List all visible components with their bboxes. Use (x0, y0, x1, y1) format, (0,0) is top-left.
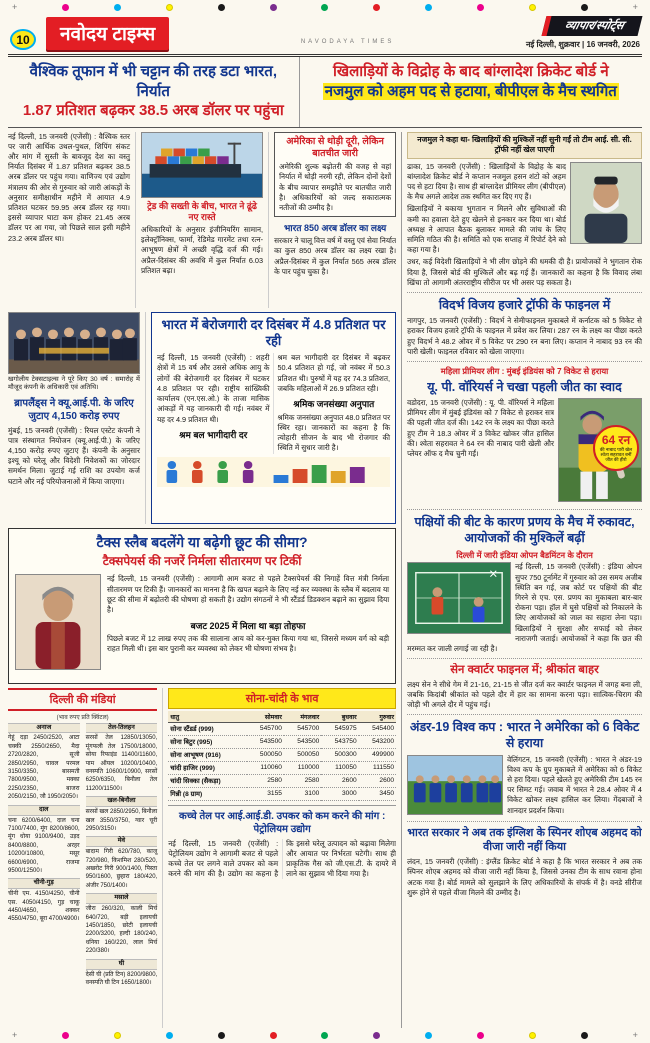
worker-ratio-subhead: श्रमिक जनसंख्या अनुपात (293, 399, 375, 410)
bangladesh-body-1: ढाका, 15 जनवरी (एजेंसी) : खिलाड़ियों के विद्रोह के बाद बांग्लादेश क्रिकेट बोर्ड ने कप्तान नजमुल हसन शंटो को अहम पद से हटा दिया है। साथ ही बांग्लादेश प्रीमियर लीग (बीपीएल) के मैच अगले आदेश तक स्थगित कर दिए गए हैं। (407, 161, 566, 202)
gold-silver-column (168, 688, 396, 1029)
tax-headline-line2: टैक्सपेयर्स की नजरें निर्मला सीतारमण पर टिकीं (102, 554, 302, 569)
registration-dot-icon (114, 1032, 121, 1039)
visa-article (407, 826, 642, 902)
registration-dot-icon (477, 1032, 484, 1039)
export-subheadline: ट्रेड की सख्ती के बीच, भारत ने ढूंढे नए रास्ते (147, 200, 257, 222)
wpl-article (407, 366, 642, 510)
mandi-note: (भाव रुपए प्रति क्विंटल) (56, 714, 109, 721)
sports-lead-headline (300, 57, 642, 127)
export-article-col2 (135, 132, 263, 308)
cargo-ship-illustration (142, 133, 262, 197)
wpl-body: वडोदरा, 15 जनवरी (एजेंसी) : यू. पी. वॉरियर्स ने महिला प्रीमियर लीग में मुंबई इंडियंस को 7 विकेट से हराकर सत्र की पहली जीत दर्ज की। 142 रन के लक्ष्य का पीछा करते हुए टीम ने 18.3 ओवर में 3 विकेट खोकर जीत हासिल की। श्वेता सहरावत ने 64 रन की नाबाद पारी खेली और प्लेयर ऑफ द मैच चुनी गईं। (407, 398, 554, 459)
visa-body: लंदन, 15 जनवरी (एजेंसी) : इंग्लैंड क्रिकेट बोर्ड ने कहा है कि भारत सरकार ने अब तक स्पिनर शोएब अहमद को वीजा जारी नहीं किया है, जिससे उनका टीम के साथ रवाना होना अटक गया है। बोर्ड मामले को सुलझाने के लिए अधिकारियों के संपर्क में है। वनडे सीरीज शुरू होने से पहले वीजा मिलने की उम्मीद है। (407, 857, 642, 897)
registration-dot-icon (114, 4, 121, 11)
export-target-subhead: भारत 850 अरब डॉलर का लक्ष्य (283, 223, 387, 234)
wpl-kicker: महिला प्रीमियर लीग : मुंबई इंडियंस को 7 विकेट से हराया (440, 366, 609, 377)
registration-dot-icon (373, 1032, 380, 1039)
sen-article (407, 663, 642, 715)
america-talks-box (274, 132, 396, 218)
america-talks-headline: अमेरिका से थोड़ी दूरी, लेकिन बातचीत जारी (286, 135, 384, 159)
sports-headline-line2: नजमुल को अहम पद से हटाया, बीपीएल के मैच स्थगित (324, 82, 617, 100)
mandi-section-heading: अनाज (8, 723, 80, 734)
table-row: सोना बिटुर (995) 543500 543500 543750 543200 (168, 735, 396, 748)
registration-dot-icon (166, 4, 173, 11)
labour-participation-subhead: श्रम बल भागीदारी दर (179, 429, 248, 440)
lead-headlines-row (8, 57, 642, 128)
mandi-section-prices: चना 6200/6400, दाल चना 7100/7400, मूंग 8200/8600, मूंग धोया 9100/9400, उड़द 8400/8800, अरहर 10200/10800, मसूर 6600/6900, राजमा 9500/12500। (8, 817, 80, 874)
wpl-headline: यू. पी. वॉरियर्स ने चखा पहली जीत का स्वाद (427, 379, 622, 394)
mandi-section-sugar (8, 878, 80, 924)
export-article-col1: नई दिल्ली, 15 जनवरी (एजेंसी) : वैश्विक स्तर पर जारी आर्थिक उथल-पुथल, शिपिंग संकट और मांग में सुस्ती के बावजूद देश का वस्तु निर्यात दिसंबर में 1.87 प्रतिशत बढ़कर 38.5 अरब डॉलर पर पहुंच गया। वाणिज्य एवं उद्योग मंत्रालय की ओर से गुरुवार को जारी आंकड़ों के अनुसार समीक्षाधीन महीने में आयात 4.9 प्रतिशत घटकर 59.95 अरब डॉलर रह गया। इससे व्यापार घाटा कम होकर 21.45 अरब डॉलर पर आ गया, जो पिछले साल इसी महीने 23.2 अरब डॉलर था। (8, 131, 131, 243)
crop-mark-icon: + (632, 1030, 638, 1040)
group-photo-illustration (9, 313, 139, 373)
section-label (542, 16, 643, 36)
registration-dot-icon (529, 4, 536, 11)
unemployment-headline: भारत में बेरोजगारी दर दिसंबर में 4.8 प्रतिशत पर रही (161, 316, 386, 349)
registration-dot-icon (581, 1032, 588, 1039)
business-headline-line2: 1.87 प्रतिशत बढ़कर 38.5 अरब डॉलर पर पहुंचा (22, 102, 284, 119)
sports-headline-line1: खिलाड़ियों के विद्रोह के बाद बांग्लादेश क्रिकेट बोर्ड ने (332, 63, 609, 80)
gold-col-header: मंगलवार (284, 711, 321, 723)
delhi-mandi-column (8, 688, 163, 1029)
badminton-headline: पक्षियों की बीट के कारण प्रणय के मैच में रुकावट, आयोजकों की मुश्किलें बढ़ीं (414, 515, 635, 546)
crude-cess-headline: कच्चे तेल पर आई.आई.डी. उपकर को कम करने की मांग : पेट्रोलियम उद्योग (168, 805, 396, 836)
mandi-section-grain (8, 723, 80, 802)
mandi-section-heading: घी (86, 959, 158, 970)
gold-col-header: गुरुवार (359, 711, 396, 723)
u19-team-photo (407, 755, 503, 815)
mandi-section-heading: दाल (8, 805, 80, 816)
mandi-section-drynuts (86, 836, 158, 890)
table-row: चांदी हाजिर (999) 110060 110000 110050 111550 (168, 761, 396, 774)
tax-headline-line1: टैक्स स्लैब बदलेंगे या बढ़ेगी छूट की सीमा? (96, 533, 308, 550)
qip-body: मुंबई, 15 जनवरी (एजेंसी) : रियल एस्टेट कंपनी ने पात्र संस्थागत नियोजन (क्यू.आई.पी.) के जरिए 4,150 करोड़ रुपए जुटाए हैं। कंपनी के अनुसार इश्यू को घरेलू और विदेशी निवेशकों का जोरदार समर्थन मिला। जुटाई गई राशि का उपयोग कर्ज घटाने और नई परियोजनाओं में किया जाएगा। (8, 425, 140, 486)
wpl-player-photo (558, 398, 642, 502)
registration-dot-icon (218, 4, 225, 11)
badminton-kicker: दिल्ली में जारी इंडिया ओपन बैडमिंटन के दौरान (456, 549, 593, 560)
vidarbha-body: नागपुर, 15 जनवरी (एजेंसी) : विदर्भ ने सेमीफाइनल मुकाबले में कर्नाटक को 5 विकेट से हराकर विजय हजारे ट्रॉफी के फाइनल में प्रवेश कर लिया। 287 रन के लक्ष्य का पीछा करते हुए विदर्भ ने 48.2 ओवर में 5 विकेट पर 290 रन बना लिए। कप्तान ने नाबाद 93 रन की पारी खेली। फाइनल रविवार को खेला जाएगा। (407, 316, 642, 356)
registration-dot-icon (321, 4, 328, 11)
mandi-section-prices: बादाम गिरी 620/780, काजू 720/980, किशमिश 280/520, अखरोट गिरी 900/1400, पिस्ता 950/1600, छुहारा 180/420, अंजीर 750/1400। (85, 849, 158, 889)
registration-marks-bottom (8, 1028, 642, 1043)
mandi-section-heading: चीनी-गुड़ (8, 878, 80, 889)
gold-silver-table (168, 711, 396, 801)
mandi-section-prices: चीनी एम. 4150/4250, चीनी एस. 4050/4150, गुड़ चाकू 4450/4650, शक्कर 4550/4750, बूरा 4700/4900। (8, 891, 80, 923)
u19-article (407, 719, 642, 822)
sen-headline: सेन क्वार्टर फाइनल में; श्रीकांत बाहर (450, 664, 599, 677)
crop-mark-icon: + (12, 1030, 18, 1040)
export-target-body: सरकार ने चालू वित्त वर्ष में वस्तु एवं सेवा निर्यात का कुल 850 अरब डॉलर का लक्ष्य रखा है। अप्रैल-दिसंबर में कुल निर्यात 565 अरब डॉलर के पार पहुंच चुका है। (274, 236, 397, 276)
export-article-col3 (268, 132, 396, 308)
export-article-col2-text: अधिकारियों के अनुसार इंजीनियरिंग सामान, इलेक्ट्रॉनिक्स, फार्मा, रेडिमेड गारमेंट तथा रत्न-आभूषण क्षेत्रों में अच्छी वृद्धि दर्ज की गई। अप्रैल-दिसंबर की अवधि में कुल निर्यात 6.03 प्रतिशत बढ़ा। (141, 225, 264, 275)
mandi-price-listing (8, 723, 157, 988)
vidarbha-headline: विदर्भ विजय हजारे ट्रॉफी के फाइनल में (438, 297, 611, 312)
mandi-section-prices: देसी घी (प्रति टिन) 8200/9800, वनस्पति घी टिन 1650/1800। (85, 971, 158, 986)
registration-dot-icon (581, 4, 588, 11)
mandi-section-ghee (86, 959, 158, 988)
runs-badge-text: की नाबाद पारी खेल श्वेता सहरावत बनीं जीत की हीरो (599, 446, 633, 463)
vidarbha-article (407, 297, 642, 362)
bangladesh-cricket-article (407, 132, 642, 293)
company-anniversary-column (8, 312, 140, 524)
registration-dot-icon (425, 1032, 432, 1039)
tax-budget-box (8, 528, 396, 684)
registration-dot-icon (529, 1032, 536, 1039)
cargo-ship-photo (141, 132, 263, 198)
labour-participation-body: श्रम बल भागीदारी दर दिसंबर में बढ़कर 50.4 प्रतिशत हो गई, जो नवंबर में 50.3 प्रतिशत थी। पुरुषों में यह दर 74.3 प्रतिशत, जबकि महिलाओं में 26.9 प्रतिशत रही। (277, 353, 391, 393)
business-headline-line1: वैश्विक तूफान में भी चट्टान की तरह डटा भारत, निर्यात (29, 63, 278, 100)
registration-dot-icon (218, 1032, 225, 1039)
export-article-row (8, 132, 396, 308)
budget-2025-subhead: बजट 2025 में मिला था बड़ा तोहफा (190, 621, 306, 632)
worker-ratio-body: श्रमिक जनसंख्या अनुपात 48.0 प्रतिशत पर स्थिर रहा। जानकारों का कहना है कि त्योहारी सीजन के बाद भी रोजगार की स्थिति में सुधार जारी है। (277, 412, 391, 453)
bangladesh-body-2: खिलाड़ियों ने बकाया भुगतान न मिलने और सुविधाओं की कमी का हवाला देते हुए खेलने से इनकार कर दिया था। बोर्ड अध्यक्ष ने आपात बैठक बुलाकर मामले की जांच के लिए समिति गठित की है। समिति को एक सप्ताह में रिपोर्ट देने को कहा गया है। (407, 204, 566, 255)
u19-body: वेलिंगटन, 15 जनवरी (एजेंसी) : भारत ने अंडर-19 विश्व कप के ग्रुप मुकाबले में अमेरिका को 6 विकेट से हरा दिया। पहले खेलते हुए अमेरिकी टीम 145 रन पर सिमट गई। जवाब में भारत ने 28.4 ओवर में 4 विकेट खोकर लक्ष्य हासिल कर लिया। गेंदबाजों ने शानदार प्रदर्शन किया। (507, 754, 642, 815)
workers-icons-illustration (157, 457, 390, 487)
mandi-section-oilcake (86, 796, 158, 833)
business-section (8, 132, 401, 1029)
unemployment-box (151, 312, 396, 524)
badminton-article (407, 514, 642, 659)
tax-body-2: पिछले बजट में 12 लाख रुपए तक की सालाना आय को कर-मुक्त किया गया था, जिससे मध्यम वर्ग को बड़ी राहत मिली थी। इस बार पुरानी कर व्यवस्था को लेकर भी घोषणा संभव है। (107, 634, 390, 654)
mandi-section-heading: खल-बिनौला (86, 796, 158, 807)
masthead (8, 15, 642, 57)
tax-article-text (107, 574, 389, 670)
masthead-right (526, 16, 640, 50)
mandi-section-heading: तेल-तिलहन (86, 723, 158, 734)
table-row: सोना आभूषण (916) 500050 500050 500300 499900 (168, 748, 396, 761)
group-photo-caption: खगोलीय टेक्सटाइल्स ने पूरे किए 30 वर्ष : समारोह में मौजूद कंपनी के अधिकारी एवं अतिथि। (8, 375, 140, 392)
business-row-4 (8, 688, 396, 1029)
section-label-text: व्यापार/स्पोर्ट्स (563, 20, 626, 32)
crop-mark-icon: + (632, 2, 638, 12)
mandi-section-heading: मसाले (86, 893, 158, 904)
crop-mark-icon: + (12, 2, 18, 12)
bangladesh-kicker: नजमुल ने कहा था- खिलाड़ियों की मुश्किलें नहीं सुनी गईं तो टीम आई. सी. सी. ट्रॉफी नहीं खेल पाएगी (407, 132, 642, 159)
registration-dot-icon (166, 1032, 173, 1039)
tax-body-1: नई दिल्ली, 15 जनवरी (एजेंसी) : आगामी आम बजट से पहले टैक्सपेयर्स की निगाहें वित्त मंत्री निर्मला सीतारमण पर टिकी हैं। जानकारों का मानना है कि खपत बढ़ाने के लिए नई कर व्यवस्था के स्लैब में बदलाव या छूट की सीमा में बढ़ोतरी की घोषणा हो सकती है। उद्योग संगठनों ने भी स्टैंडर्ड डिडक्शन बढ़ाने का सुझाव दिया है। (107, 574, 390, 614)
badminton-court-illustration (408, 563, 510, 633)
mandi-section-prices: जीरा 260/320, काली मिर्च 640/720, बड़ी इलायची 1450/1850, छोटी इलायची 2200/3200, हल्दी 180/240, धनिया 160/220, लाल मिर्च 220/380। (85, 906, 158, 955)
finance-minister-photo (15, 574, 101, 670)
mandi-section-pulses (8, 805, 80, 876)
business-row-2 (8, 312, 396, 524)
runs-badge (593, 425, 639, 471)
unemployment-body (157, 353, 390, 453)
mandi-section-heading: मेवे (86, 836, 158, 847)
registration-dot-icon (425, 4, 432, 11)
gold-col-header: सोमवार (247, 711, 284, 723)
registration-dot-icon (477, 4, 484, 11)
bangladesh-body-3: उधर, कई विदेशी खिलाड़ियों ने भी लीग छोड़ने की धमकी दी है। प्रायोजकों ने भुगतान रोक दिया है, जिससे बोर्ड की मुश्किलें और बढ़ गई हैं। जानकारों का कहना है कि विवाद लंबा खिंचा तो आगामी अंतरराष्ट्रीय सीरीज पर भी असर पड़ सकता है। (407, 257, 642, 287)
mandi-section-prices: सरसों तेल 12850/13050, मूंगफली तेल 17500/18000, सोया रिफाइंड 11400/11600, पाम ऑयल 10200/10400, वनस्पति 10600/10900, सरसों 6250/6350, बिनौला तेल 11200/11500। (85, 735, 158, 792)
mandi-section-prices: गेहूं दड़ा 2450/2520, आटा चक्की 2550/2650, मैदा 2720/2820, सूजी 2850/2950, चावल परमल 3150/3350, बासमती 7800/9500, मक्का 2250/2350, बाजरा 2050/2150, जौ 1950/2050। (8, 735, 80, 801)
badminton-body: नई दिल्ली, 15 जनवरी (एजेंसी) : इंडिया ओपन सुपर 750 टूर्नामेंट में गुरुवार को उस समय अजीब स्थिति बन गई, जब कोर्ट पर पक्षियों की बीट गिरने से एच. एस. प्रणय का मुकाबला बार-बार रोकना पड़ा। हॉल में घुसे पक्षियों को निकालने के लिए आयोजकों को जाल का सहारा लेना पड़ा। खिलाड़ियों ने सुरक्षा और सफाई को लेकर नाराजगी जताई। आयोजकों ने कहा कि छत की मरम्मत कर जाली लगाई जा रही है। (407, 562, 642, 653)
page-body (8, 128, 642, 1029)
registration-dot-icon (321, 1032, 328, 1039)
registration-dot-icon (373, 4, 380, 11)
gold-col-header: धातु (168, 711, 246, 723)
table-row: चांदी सिक्का (सैकड़ा) 2580 2580 2600 2600 (168, 774, 396, 787)
u19-team-illustration (408, 756, 502, 814)
najmul-portrait-illustration (571, 163, 641, 243)
runs-badge-number: 64 रन (601, 432, 631, 447)
table-row: गिन्नी (8 ग्राम) 3155 3100 3000 3450 (168, 787, 396, 800)
mandi-section-oils (86, 723, 158, 794)
company-event-group-photo (8, 312, 140, 374)
visa-headline: भारत सरकार ने अब तक इंग्लिश के स्पिनर शोएब अहमद को वीजा जारी नहीं किया (407, 826, 642, 853)
page-number: 10 (10, 29, 36, 50)
registration-dot-icon (62, 1032, 69, 1039)
sen-body: लक्ष्य सेन ने सीधे गेम में 21-16, 21-15 से जीत दर्ज कर क्वार्टर फाइनल में जगह बना ली, जबकि किदांबी श्रीकांत को पहले दौर में हार का सामना करना पड़ा। सात्विक-चिराग की जोड़ी भी अगले दौर में पहुंच गई। (407, 679, 642, 709)
registration-dot-icon (270, 4, 277, 11)
registration-dot-icon (62, 4, 69, 11)
mandi-section-spices (86, 893, 158, 955)
mandi-section-prices: सरसों खल 2850/2950, बिनौला खल 3550/3750, ग्वार चूरी 2950/3150। (85, 809, 158, 832)
unemployment-infographic (157, 457, 390, 487)
najmul-portrait-photo (570, 162, 642, 244)
sports-section (401, 132, 642, 1029)
badminton-court-photo (407, 562, 511, 634)
america-talks-body: अमेरिकी शुल्क बढ़ोतरी की वजह से वहां निर्यात में थोड़ी नरमी रही, लेकिन दोनों देशों के बीच व्यापार समझौते पर बातचीत जारी है। अधिकारियों को जल्द सकारात्मक नतीजों की उम्मीद है। (279, 162, 392, 212)
unemployment-column (145, 312, 396, 524)
newspaper-name: नवोदय टाइम्स (46, 17, 169, 50)
unemployment-lede: नई दिल्ली, 15 जनवरी (एजेंसी) : शहरी क्षेत्रों में 15 वर्ष और उससे अधिक आयु के लोगों की बेरोजगारी दर दिसंबर में घटकर 4.8 प्रतिशत पर रही। राष्ट्रीय सांख्यिकी कार्यालय (एन.एस.ओ.) के ताजा मासिक आंकड़ों में यह जानकारी दी गई। नवंबर में यह दर 4.9 प्रतिशत थी। (156, 353, 270, 424)
crude-cess-body: नई दिल्ली, 15 जनवरी (एजेंसी) : पेट्रोलियम उद्योग ने आगामी बजट से पहले कच्चे तेल पर लगने वाले उपकर को कम करने की मांग की है। उद्योग का कहना है कि इससे घरेलू उत्पादन को बढ़ावा मिलेगा और आयात पर निर्भरता घटेगी। साथ ही प्राकृतिक गैस को जी.एस.टी. के दायरे में लाने का सुझाव भी दिया गया है। (168, 838, 397, 879)
mandi-title: दिल्ली की मंडियां (8, 688, 157, 711)
gold-col-header: बुधवार (321, 711, 358, 723)
registration-dot-icon (270, 1032, 277, 1039)
table-row: सोना स्टैंडर्ड (999) 545700 545700 545975 545400 (168, 722, 396, 735)
registration-marks-top (8, 0, 642, 15)
edition-dateline: नई दिल्ली, शुक्रवार | 16 जनवरी, 2026 (525, 40, 640, 49)
business-lead-headline (8, 57, 300, 127)
newspaper-name-latin: NAVODAYA TIMES (300, 39, 395, 45)
gold-silver-title: सोना-चांदी के भाव (168, 688, 396, 709)
qip-headline: ब्रापलैंड्स ने क्यू.आई.पी. के जरिए जुटाए 4,150 करोड़ रुपए (14, 397, 134, 422)
finance-minister-illustration (16, 575, 100, 669)
u19-headline: अंडर-19 विश्व कप : भारत ने अमेरिका को 6 विकेट से हराया (409, 720, 640, 751)
